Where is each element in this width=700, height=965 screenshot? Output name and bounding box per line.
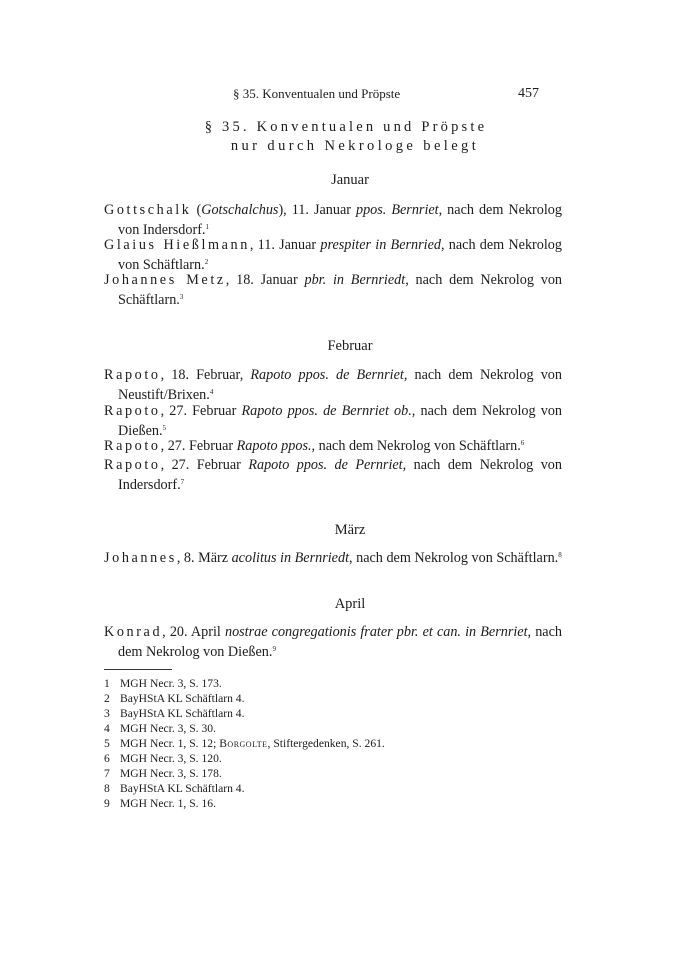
entry-konrad: Konrad, 20. April nostrae congregationis frater pbr. et can. in Bernriet, nach dem Nekrolog von Dießen.$^9$ [104,624,562,660]
entry-rapoto-4: Rapoto, 27. Februar Rapoto ppos. de Pernriet, nach dem Nekrolog von Indersdorf.$^7$ [104,457,562,493]
footnote-divider [104,669,172,670]
footnote: 7 MGH Necr. 3, S. 178. [104,767,222,780]
entry-glaius-hiesslmann: Glaius Hießlmann, 11. Januar prespiter in Bernried, nach dem Nekrolog von Schäftlarn.$^2$ [104,237,562,273]
running-head-title: § 35. Konventualen und Pröpste [233,86,401,101]
entry-name: Gottschalk [104,202,192,218]
month-heading-april: April [334,596,366,612]
entry-rapoto-2: Rapoto, 27. Februar Rapoto ppos. de Bernriet ob., nach dem Nekrolog von Dießen.$^5$ [104,403,563,439]
footnote-ref[interactable]: 2 [204,257,209,266]
entry-name: Johannes Metz [104,272,226,288]
running-head [0,86,700,104]
entry-name: Rapoto [104,403,161,419]
footnote-ref[interactable]: 9 [272,644,276,653]
entry-name: Johannes [104,550,177,566]
entry-name: Rapoto [104,438,161,454]
section-title-line2: nur durch Nekrologe belegt [230,138,480,154]
entry-johannes: Johannes, 8. März acolitus in Bernriedt, nach dem Nekrolog von Schäftlarn.$^8$ [104,550,562,566]
entry-name: Konrad [104,624,163,640]
entry-name: Rapoto [104,457,161,473]
footnote: 1 MGH Necr. 3, S. 173. [104,677,222,690]
footnote-ref[interactable]: 5 [162,423,167,432]
footnote-ref[interactable]: 4 [209,387,214,396]
footnote: 9 MGH Necr. 1, S. 16. [104,797,216,810]
entry-johannes-metz: Johannes Metz, 18. Januar pbr. in Bernriedt, nach dem Nekrolog von Schäftlarn.$^3$ [104,272,563,308]
entry-rapoto-3: Rapoto, 27. Februar Rapoto ppos., nach dem Nekrolog von Schäftlarn.$^6$ [104,438,525,454]
page-number: 457 [518,86,539,101]
entry-gottschalk: Gottschalk (Gotschalchus), 11. Januar ppos. Bernriet, nach dem Nekrolog von Indersdorf.$^1$ [104,202,562,238]
footnotes [104,676,548,811]
footnote-ref[interactable]: 6 [520,439,525,447]
author-name: Borgolte [219,737,268,750]
month-heading-januar: Januar [331,172,369,188]
footnote: 4 MGH Necr. 3, S. 30. [104,722,216,735]
footnote-ref[interactable]: 1 [205,222,209,231]
entry-rapoto-1: Rapoto, 18. Februar, Rapoto ppos. de Bernriet, nach dem Nekrolog von Neustift/Brixen.$^4$ [104,367,562,403]
footnote-ref[interactable]: 8 [558,551,562,559]
footnote: 2 BayHStA KL Schäftlarn 4. [104,692,245,705]
section-title [0,118,700,156]
month-heading-maerz: März [334,522,366,538]
footnote: 5 MGH Necr. 1, S. 12; Borgolte, Stiftergedenken, S. 261. [104,737,385,750]
footnote: 3 BayHStA KL Schäftlarn 4. [104,707,245,720]
entry-name: Rapoto [104,367,161,383]
month-heading-februar: Februar [327,338,373,354]
footnote-ref[interactable]: 7 [180,477,185,486]
entry-name: Glaius Hießlmann [104,237,250,253]
footnote: 8 BayHStA KL Schäftlarn 4. [104,782,245,795]
footnote: 6 MGH Necr. 3, S. 120. [104,752,222,765]
section-title-line1: § 35. Konventualen und Pröpste [204,119,488,135]
footnote-ref[interactable]: 3 [179,292,184,301]
